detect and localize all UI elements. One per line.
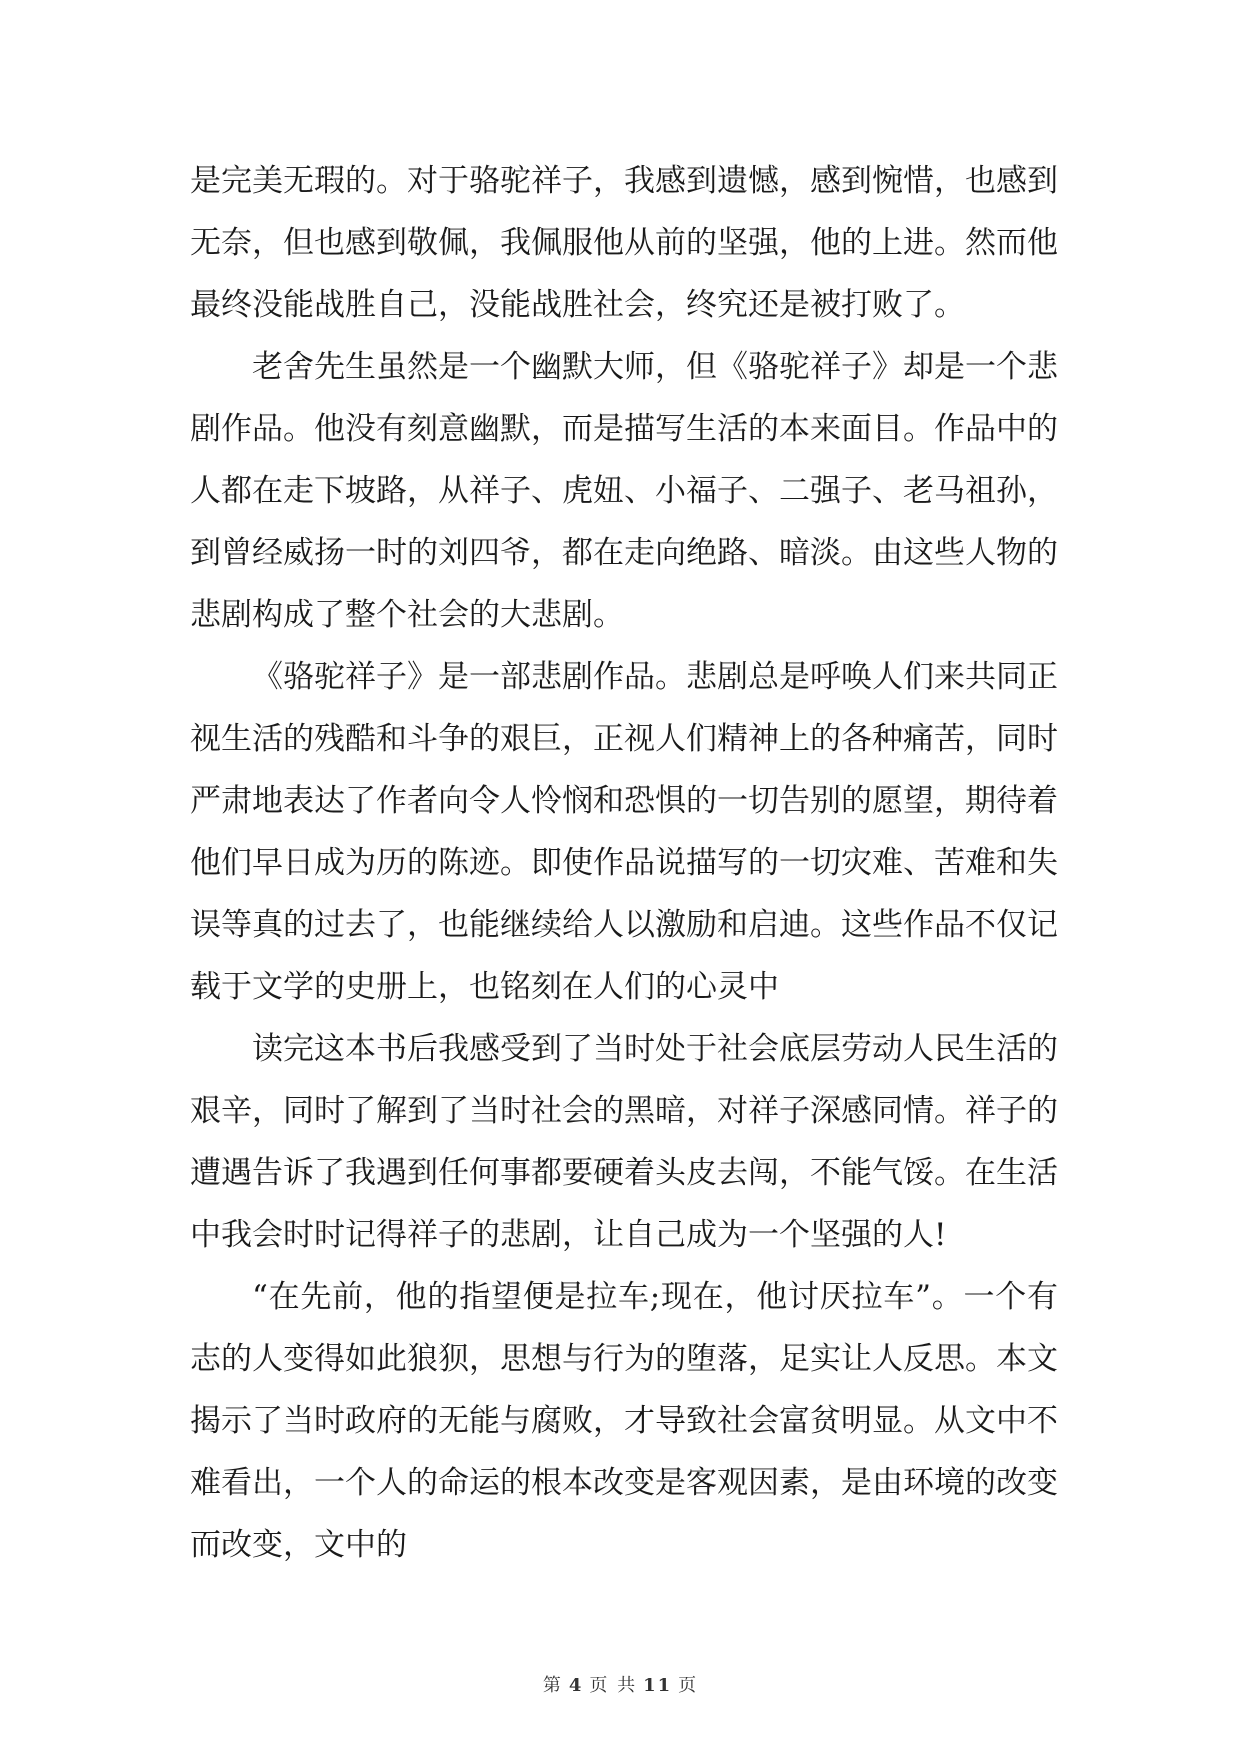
footer-middle: 页 共 [589,1675,638,1696]
paragraph-2: 老舍先生虽然是一个幽默大师，但《骆驼祥子》却是一个悲剧作品。他没有刻意幽默，而是描写生活的本来面目。作品中的人都在走下坡路，从祥子、虎妞、小福子、二强子、老马祖孙，到曾经威扬一时的刘四爷，都在走向绝路、暗淡。由这些人物的悲剧构成了整个社会的大悲剧。 [190,349,1058,633]
page-footer [0,1671,1241,1697]
footer-suffix: 页 [678,1675,699,1696]
footer-total-pages: 11 [643,1675,673,1696]
paragraph-3: 《骆驼祥子》是一部悲剧作品。悲剧总是呼唤人们来共同正视生活的残酷和斗争的艰巨，正视人们精神上的各种痛苦，同时严肃地表达了作者向令人怜悯和恐惧的一切告别的愿望，期待着他们早日成为历的陈迹。即使作品说描写的一切灾难、苦难和失误等真的过去了，也能继续给人以激励和启迪。这些作品不仅记载于文学的史册上，也铭刻在人们的心灵中 [190,659,1058,1005]
body-text [190,150,1058,1576]
footer-prefix: 第 [542,1675,563,1696]
paragraph-5: “在先前，他的指望便是拉车;现在，他讨厌拉车”。一个有志的人变得如此狼狈，思想与行为的堕落，足实让人反思。本文揭示了当时政府的无能与腐败，才导致社会富贫明显。从文中不难看出，一个人的命运的根本改变是客观因素，是由环境的改变而改变，文中的 [190,1279,1058,1563]
footer-current-page: 4 [568,1675,584,1696]
paragraph-1: 是完美无瑕的。对于骆驼祥子，我感到遗憾，感到惋惜，也感到无奈，但也感到敬佩，我佩服他从前的坚强，他的上进。然而他最终没能战胜自己，没能战胜社会，终究还是被打败了。 [190,163,1058,323]
paragraph-4: 读完这本书后我感受到了当时处于社会底层劳动人民生活的艰辛，同时了解到了当时社会的黑暗，对祥子深感同情。祥子的遭遇告诉了我遇到任何事都要硬着头皮去闯，不能气馁。在生活中我会时时记得祥子的悲剧，让自己成为一个坚强的人! [190,1031,1058,1253]
